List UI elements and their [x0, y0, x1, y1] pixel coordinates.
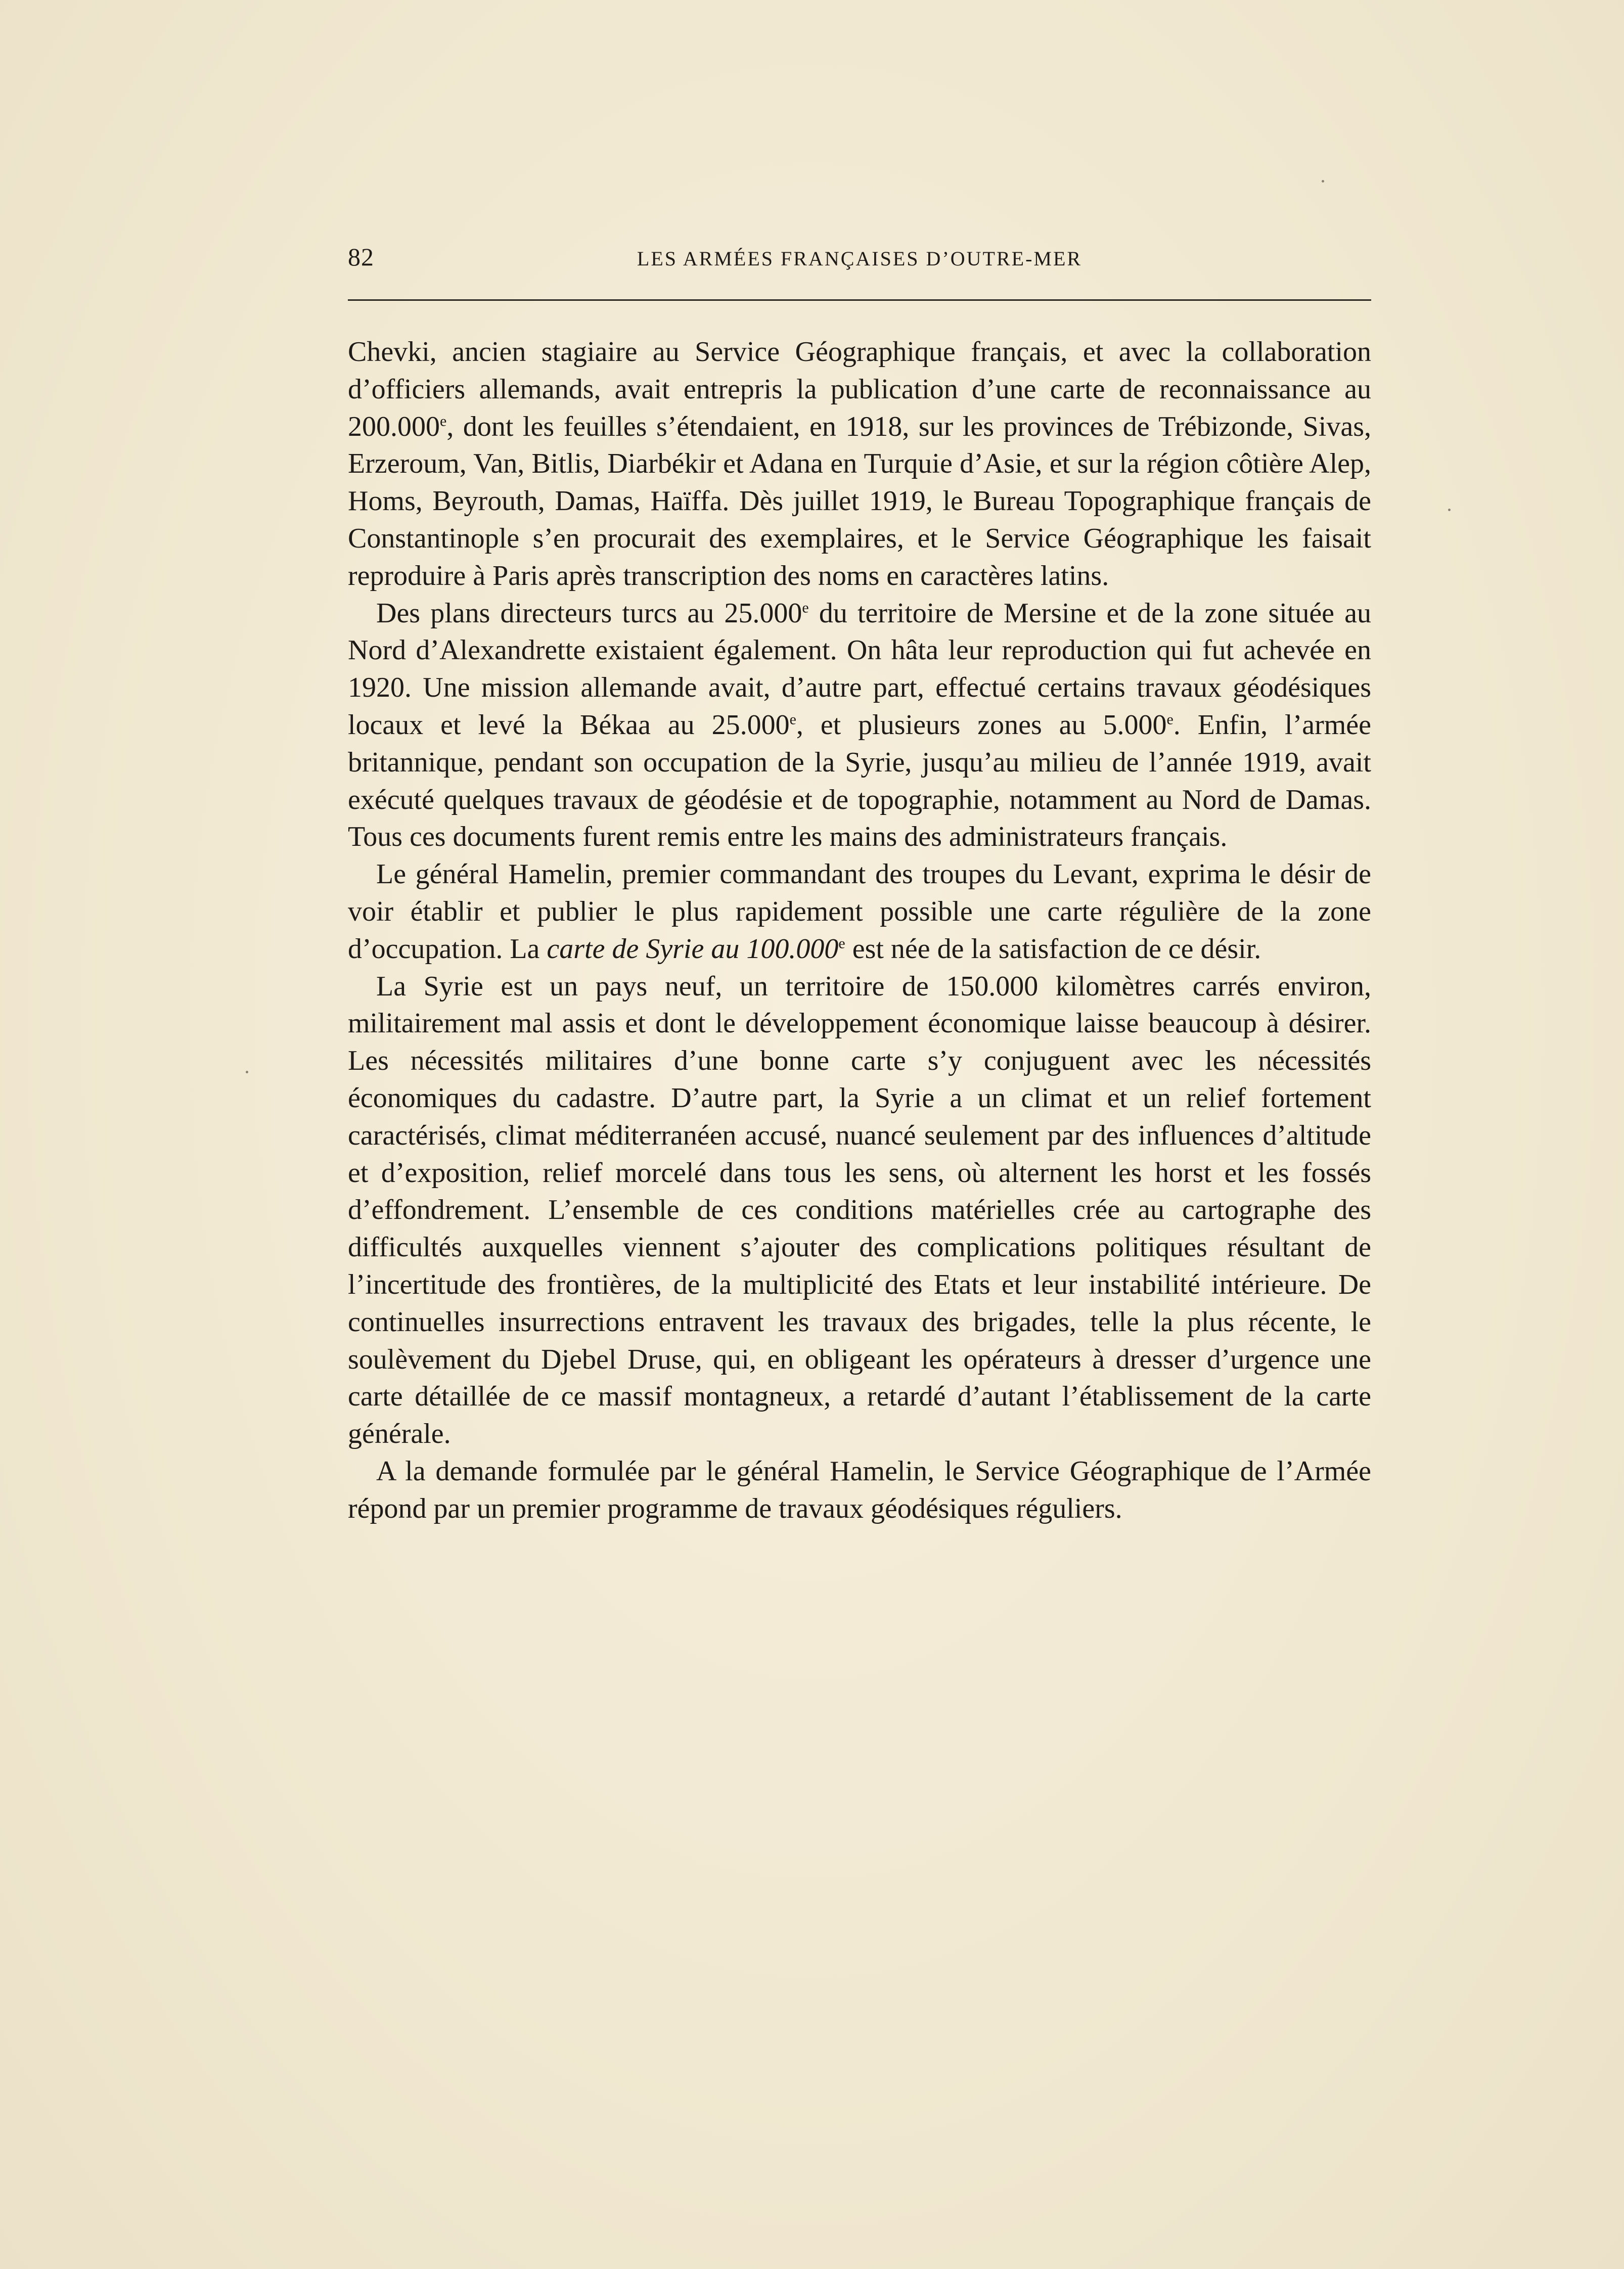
paragraph-4-text: La Syrie est un pays neuf, un territoire de 150.000 kilomètres carrés environ, militairement mal assis et dont le développement économique laisse beaucoup à désirer. Les nécessités militaires d’une bonne carte s’y conjuguent avec les nécessités économiques du cadastre. D’autre part, la Syrie a un climat et un relief fortement caractérisés, climat méditerranéen accusé, nuancé seulement par des influences d’altitude et d’exposition, relief morcelé dans tous les sens, où alternent les horst et les fossés d’effondrement. L’ensemble de ces conditions matérielles crée au cartographe des difficultés auxquelles viennent s’ajouter des complications politiques résultant de l’incertitude des frontières, de la multiplicité des Etats et leur instabilité intérieure. De continuelles insurrections entravent les travaux des brigades, telle la plus récente, le soulèvement du Djebel Druse, qui, en obligeant les opérateurs à dresser d’urgence une carte détaillée de ce massif montagneux, a retardé d’autant l’établissement de la carte générale.	[348, 970, 1371, 1450]
paragraph-2	[348, 595, 1371, 856]
body-text	[348, 334, 1371, 1528]
paper-speck	[246, 1071, 248, 1073]
header-rule	[348, 299, 1371, 301]
paragraph-5-text: A la demande formulée par le général Hamelin, le Service Géographique de l’Armée répond par un premier programme de travaux géodésiques réguliers.	[348, 1455, 1371, 1524]
paragraph-4	[348, 968, 1371, 1453]
paragraph-3	[348, 856, 1371, 968]
ordinal-superscript: e	[440, 412, 447, 429]
paragraph-5	[348, 1453, 1371, 1528]
paragraph-3-text-a: Le général Hamelin, premier commandant des troupes du Levant, exprima le désir de voir établir et publier le plus rapidement possible une carte régulière de la zone d’occupation. La	[348, 858, 1371, 965]
paragraph-1-text-a: Chevki, ancien stagiaire au Service Géographique français, et avec la collaboration d’officiers allemands, avait entrepris la publication d’une carte de reconnaissance au 200.000	[348, 336, 1371, 442]
running-title: LES ARMÉES FRANÇAISES D’OUTRE-MER	[637, 247, 1082, 270]
paragraph-2-text-c: , et plusieurs zones au 5.000	[796, 709, 1167, 741]
map-title-italic: carte de Syrie au 100.000	[547, 933, 839, 965]
paragraph-1	[348, 334, 1371, 595]
ordinal-superscript: e	[838, 935, 845, 952]
paragraph-2-text-d: . Enfin, l’armée britannique, pendant son occupation de la Syrie, jusqu’au milieu de l’année 1919, avait exécuté quelques travaux de géodésie et de topographie, notamment au Nord de Damas. Tous ces documents furent remis entre les mains des administrateurs français.	[348, 709, 1371, 853]
paragraph-2-text-b: du territoire de Mersine et de la zone située au Nord d’Alexandrette existaient également. On hâta leur reproduction qui fut achevée en 1920. Une mission allemande avait, d’autre part, effectué certains travaux géodésiques locaux et levé la Békaa au 25.000	[348, 597, 1372, 741]
paper-speck	[1448, 509, 1451, 511]
paragraph-1-text-b: , dont les feuilles s’étendaient, en 1918, sur les provinces de Trébizonde, Sivas, Erzeroum, Van, Bitlis, Diarbékir et Adana en Turquie d’Asie, et sur la région côtière Alep, Homs, Beyrouth, Damas, Haïffa. Dès juillet 1919, le Bureau Topographique français de Constantinople s’en procurait des exemplaires, et le Service Géographique les faisait reproduire à Paris après transcription des noms en caractères latins.	[348, 411, 1371, 592]
ordinal-superscript: e	[789, 711, 796, 728]
paragraph-2-text-a: Des plans directeurs turcs au 25.000	[376, 597, 802, 629]
ordinal-superscript: e	[802, 599, 809, 616]
paragraph-3-text-b: est née de la satisfaction de ce désir.	[845, 933, 1261, 965]
paper-speck	[1322, 180, 1324, 183]
ordinal-superscript: e	[1166, 711, 1174, 728]
page-header	[348, 242, 1371, 272]
page-number: 82	[348, 243, 374, 271]
